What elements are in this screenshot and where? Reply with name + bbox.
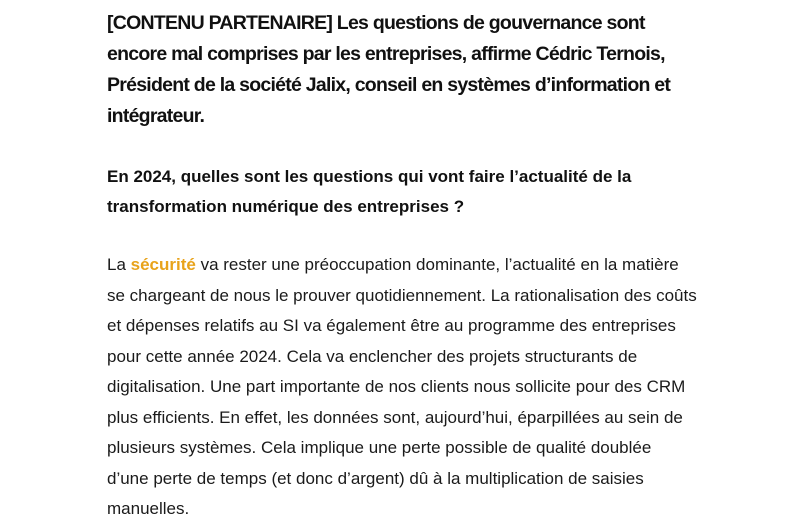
interview-answer: [107, 250, 697, 525]
article-lead: [CONTENU PARTENAIRE] Les questions de gouvernance sont encore mal comprises par les entreprises, affirme Cédric Ternois, Président de la société Jalix, conseil en systèmes d’information et intégrateur.: [107, 12, 671, 127]
answer-text-rest: va rester une préoccupation dominante, l’actualité en la matière se chargeant de nous le prouver quotidiennement. La rationalisation des coûts et dépenses relatifs au SI va également être au programme des entreprises pour cette année 2024. Cela va enclencher des projets structurants de digitalisation. Une part importante de nos clients nous sollicite pour des CRM plus efficients. En effet, les données sont, aujourd’hui, éparpillées au sein de plusieurs systèmes. Cela implique une perte possible de qualité doublée d’une perte de temps (et donc d’argent) dû à la multiplication de saisies manuelles.: [107, 255, 697, 518]
answer-text-start: La: [107, 255, 131, 274]
securite-link[interactable]: sécurité: [130, 255, 196, 274]
interview-question: En 2024, quelles sont les questions qui vont faire l’actualité de la transformation numérique des entreprises ?: [107, 167, 632, 216]
article-body: [107, 8, 697, 525]
